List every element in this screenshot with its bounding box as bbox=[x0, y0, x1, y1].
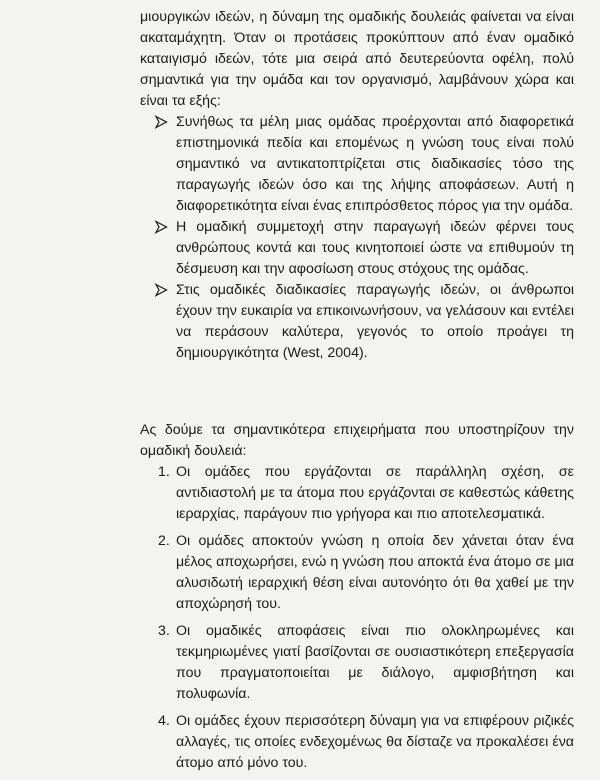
arguments-paragraph: Ας δούμε τα σημαντικότερα επιχειρήματα που υποστηρίζουν την ομαδική δουλειά: bbox=[140, 422, 574, 459]
list-item-text: Οι ομάδες που εργάζονται σε παράλληλη σχέση, σε αντιδιαστολή με τα άτομα που εργάζονται σε καθεστώς κάθετης ιεραρχίας, παράγουν πιο γρήγορα και πιο αποτελεσματικά. bbox=[176, 464, 574, 522]
list-number: 2. bbox=[158, 533, 170, 549]
list-item bbox=[140, 280, 574, 364]
arrow-right-outline-icon bbox=[154, 115, 168, 129]
arrow-right-outline-icon bbox=[154, 283, 168, 297]
list-number: 3. bbox=[158, 623, 170, 639]
list-item-text: Η ομαδική συμμετοχή στην παραγωγή ιδεών φέρνει τους ανθρώπους κοντά και τους κινητοποιεί ώστε να επιθυμούν τη δέσμευση και την αφοσίωση στους στόχους της ομάδας. bbox=[176, 219, 574, 277]
benefits-list bbox=[140, 112, 574, 364]
list-item bbox=[140, 621, 574, 705]
list-item bbox=[140, 217, 574, 280]
list-item-text: Οι ομαδικές αποφάσεις είναι πιο ολοκληρωμένες και τεκμηριωμένες γιατί βασίζονται σε ουσιαστικότερη επεξεργασία που πραγματοποιείται με διάλογο, αμφισβήτηση και πολυφωνία. bbox=[176, 623, 574, 702]
list-number: 1. bbox=[158, 464, 170, 480]
list-item-text: Οι ομάδες έχουν περισσότερη δύναμη για να επιφέρουν ριζικές αλλαγές, τις οποίες ενδεχομένως θα δίσταζε να προκαλέσει ένα άτομο από μόνο του. bbox=[176, 713, 574, 771]
list-item bbox=[140, 462, 574, 525]
list-item bbox=[140, 711, 574, 774]
list-item-text: Συνήθως τα μέλη μιας ομάδας προέρχονται από διαφορετικά επιστημονικά πεδία και επομένως η γνώση τους είναι πολύ σημαντικό να αντικατοπτρίζεται στις διαδικασίες τόσο της παραγωγής ιδεών όσο και της λήψης αποφάσεων. Αυτή η διαφορετικότητα είναι ένας επιπρόσθετος πόρος για την ομάδα. bbox=[176, 114, 574, 214]
list-item bbox=[140, 531, 574, 615]
arrow-right-outline-icon bbox=[154, 220, 168, 234]
intro-paragraph: μιουργικών ιδεών, η δύναμη της ομαδικής δουλειάς φαίνεται να είναι ακαταμάχητη. Όταν οι προτάσεις προκύπτουν από έναν ομαδικό καταιγισμό ιδεών, τότε μια σειρά από δευτερεύοντα οφέλη, πολύ σημαντικά για την ομάδα και τον οργανισμό, λαμβάνουν χώρα και είναι τα εξής: bbox=[140, 9, 574, 109]
list-item bbox=[140, 112, 574, 217]
list-item-text: Στις ομαδικές διαδικασίες παραγωγής ιδεών, οι άνθρωποι έχουν την ευκαιρία να επικοινωνήσουν, να γελάσουν και εντέλει να περάσουν καλύτερα, γεγονός το οποίο προάγει τη δημιουργικότητα (West, 2004). bbox=[176, 282, 574, 361]
list-number: 4. bbox=[158, 713, 170, 729]
arguments-list bbox=[140, 462, 574, 780]
list-item-text: Οι ομάδες αποκτούν γνώση η οποία δεν χάνεται όταν ένα μέλος αποχωρήσει, ενώ η γνώση που αποκτά ένα άτομο σε μια αλυσιδωτή ιεραρχική θέση είναι αυτονόητο ότι θα χαθεί με την αποχώρησή του. bbox=[176, 533, 574, 612]
page-body bbox=[140, 0, 574, 771]
